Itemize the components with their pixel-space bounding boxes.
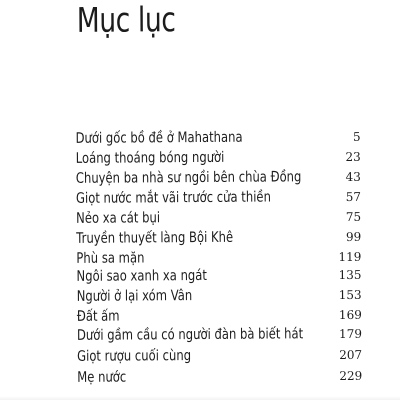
page-title: Mục lục <box>76 0 176 41</box>
toc-entry <box>77 345 362 367</box>
toc-entry-page-number: 169 <box>338 307 362 323</box>
toc-entry-title: Đất ấm <box>76 308 120 325</box>
toc-entry-page-number: 75 <box>345 209 362 224</box>
toc-entry-title: Loáng thoáng bóng người <box>75 149 225 167</box>
toc-entry-title: Giọt nước mắt vãi trước cửa thiền <box>75 189 271 207</box>
toc-entry-title: Mẹ nước <box>77 369 127 386</box>
toc-entry <box>76 265 361 287</box>
toc-entry <box>76 167 361 189</box>
toc-entry-title: Truyền thuyết làng Bội Khê <box>76 229 234 247</box>
toc-entry-title: Nẻo xa cát bụi <box>76 210 161 227</box>
toc-entry-title: Ngôi sao xanh xa ngát <box>76 267 207 285</box>
toc-entry <box>77 285 362 307</box>
toc-entry-page-number: 207 <box>339 347 363 363</box>
page-bottom-edge <box>0 396 400 400</box>
toc-entry-title: Dưới gầm cầu có người đàn bà biết hát <box>76 326 304 344</box>
toc-entry-title: Chuyện ba nhà sư ngồi bên chùa Đồng <box>75 169 302 187</box>
toc-entry <box>76 207 361 229</box>
toc-entry-page-number: 5 <box>352 129 361 144</box>
toc-entry <box>76 227 361 249</box>
toc-entry-page-number: 179 <box>338 326 362 342</box>
toc-entry-title: Người ở lại xóm Vân <box>76 288 193 305</box>
toc-entry <box>77 324 362 346</box>
toc-entry-title: Phù sa mặn <box>76 250 145 267</box>
toc-entry <box>76 147 361 169</box>
toc-entry-page-number: 135 <box>338 267 362 283</box>
toc-entry-page-number: 229 <box>339 368 363 384</box>
toc-entry-page-number: 99 <box>345 229 362 244</box>
toc-entry-title: Dưới gốc bồ đề ở Mahathana <box>75 129 243 147</box>
toc-entry-page-number: 153 <box>338 287 362 303</box>
toc-entry-title: Giọt rượu cuối cùng <box>77 348 192 365</box>
toc-entry <box>77 366 362 388</box>
toc-entry-page-number: 57 <box>345 189 362 204</box>
toc-entry-page-number: 119 <box>338 249 362 265</box>
toc-entry <box>76 127 361 149</box>
toc-entry <box>76 187 361 209</box>
toc-entry-page-number: 43 <box>345 169 361 184</box>
toc-entry-page-number: 23 <box>345 149 361 164</box>
